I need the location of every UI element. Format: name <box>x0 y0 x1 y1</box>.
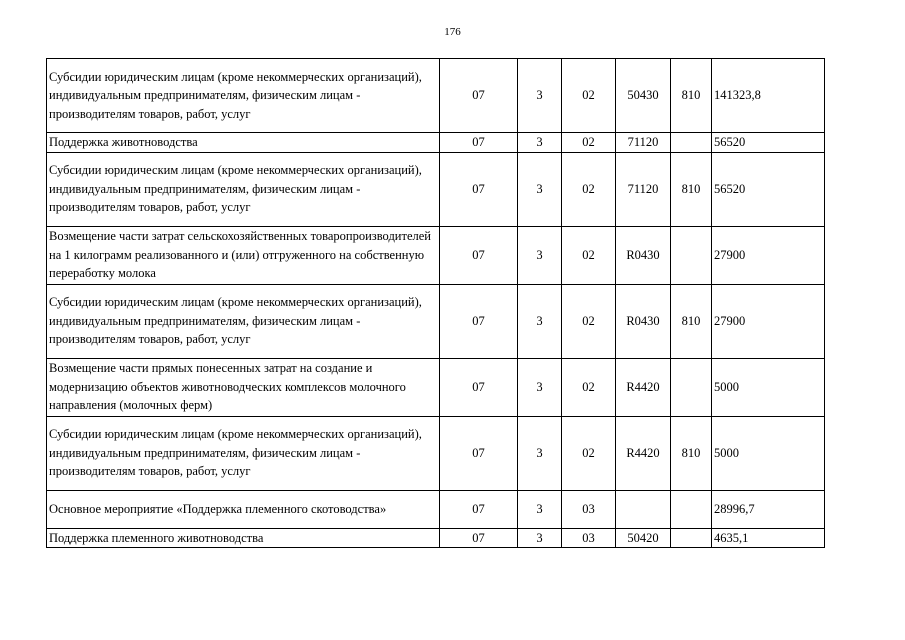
expense-type-cell: 810 <box>671 152 712 226</box>
row-name-cell: Основное мероприятие «Поддержка племенного скотоводства» <box>47 490 440 528</box>
section-code-cell: 3 <box>518 528 562 548</box>
amount-cell: 56520 <box>712 152 825 226</box>
ministry-code-cell: 07 <box>440 528 518 548</box>
table-body <box>47 59 825 548</box>
table-row <box>47 59 825 133</box>
row-name-cell: Возмещение части прямых понесенных затрат на создание и модернизацию объектов животноводческих комплексов молочного направления (молочных ферм) <box>47 358 440 416</box>
expense-type-cell: 810 <box>671 284 712 358</box>
ministry-code-cell: 07 <box>440 59 518 133</box>
row-name-cell: Субсидии юридическим лицам (кроме некоммерческих организаций), индивидуальным предпринимателям, физическим лицам - производителям товаров, работ, услуг <box>47 59 440 133</box>
table-row <box>47 528 825 548</box>
target-article-cell: R0430 <box>616 226 671 284</box>
amount-cell: 56520 <box>712 133 825 153</box>
target-article-cell: 50430 <box>616 59 671 133</box>
table-row <box>47 226 825 284</box>
section-code-cell: 3 <box>518 358 562 416</box>
ministry-code-cell: 07 <box>440 133 518 153</box>
subsection-code-cell: 02 <box>562 59 616 133</box>
expense-type-cell <box>671 528 712 548</box>
amount-cell: 4635,1 <box>712 528 825 548</box>
table-row <box>47 416 825 490</box>
section-code-cell: 3 <box>518 284 562 358</box>
section-code-cell: 3 <box>518 226 562 284</box>
ministry-code-cell: 07 <box>440 490 518 528</box>
amount-cell: 5000 <box>712 358 825 416</box>
expense-type-cell <box>671 490 712 528</box>
subsection-code-cell: 02 <box>562 133 616 153</box>
row-name-cell: Поддержка животноводства <box>47 133 440 153</box>
row-name-cell: Поддержка племенного животноводства <box>47 528 440 548</box>
subsection-code-cell: 02 <box>562 226 616 284</box>
section-code-cell: 3 <box>518 490 562 528</box>
budget-table <box>46 58 825 548</box>
subsection-code-cell: 03 <box>562 528 616 548</box>
expense-type-cell <box>671 358 712 416</box>
section-code-cell: 3 <box>518 133 562 153</box>
target-article-cell: 71120 <box>616 152 671 226</box>
table-row <box>47 133 825 153</box>
subsection-code-cell: 02 <box>562 152 616 226</box>
amount-cell: 141323,8 <box>712 59 825 133</box>
expense-type-cell <box>671 133 712 153</box>
row-name-cell: Субсидии юридическим лицам (кроме некоммерческих организаций), индивидуальным предпринимателям, физическим лицам - производителям товаров, работ, услуг <box>47 152 440 226</box>
row-name-cell: Субсидии юридическим лицам (кроме некоммерческих организаций), индивидуальным предпринимателям, физическим лицам - производителям товаров, работ, услуг <box>47 284 440 358</box>
table-row <box>47 358 825 416</box>
subsection-code-cell: 02 <box>562 416 616 490</box>
section-code-cell: 3 <box>518 152 562 226</box>
section-code-cell: 3 <box>518 416 562 490</box>
row-name-cell: Субсидии юридическим лицам (кроме некоммерческих организаций), индивидуальным предпринимателям, физическим лицам - производителям товаров, работ, услуг <box>47 416 440 490</box>
amount-cell: 5000 <box>712 416 825 490</box>
amount-cell: 27900 <box>712 226 825 284</box>
ministry-code-cell: 07 <box>440 416 518 490</box>
subsection-code-cell: 03 <box>562 490 616 528</box>
table-row <box>47 152 825 226</box>
amount-cell: 27900 <box>712 284 825 358</box>
page-number: 176 <box>444 26 461 38</box>
expense-type-cell: 810 <box>671 416 712 490</box>
table-row <box>47 490 825 528</box>
target-article-cell: 71120 <box>616 133 671 153</box>
expense-type-cell <box>671 226 712 284</box>
subsection-code-cell: 02 <box>562 358 616 416</box>
target-article-cell: R0430 <box>616 284 671 358</box>
ministry-code-cell: 07 <box>440 226 518 284</box>
subsection-code-cell: 02 <box>562 284 616 358</box>
table-row <box>47 284 825 358</box>
ministry-code-cell: 07 <box>440 358 518 416</box>
target-article-cell: 50420 <box>616 528 671 548</box>
row-name-cell: Возмещение части затрат сельскохозяйственных товаропроизводителей на 1 килограмм реализованного и (или) отгруженного на собственную переработку молока <box>47 226 440 284</box>
ministry-code-cell: 07 <box>440 152 518 226</box>
section-code-cell: 3 <box>518 59 562 133</box>
ministry-code-cell: 07 <box>440 284 518 358</box>
target-article-cell: R4420 <box>616 358 671 416</box>
target-article-cell: R4420 <box>616 416 671 490</box>
amount-cell: 28996,7 <box>712 490 825 528</box>
target-article-cell <box>616 490 671 528</box>
expense-type-cell: 810 <box>671 59 712 133</box>
